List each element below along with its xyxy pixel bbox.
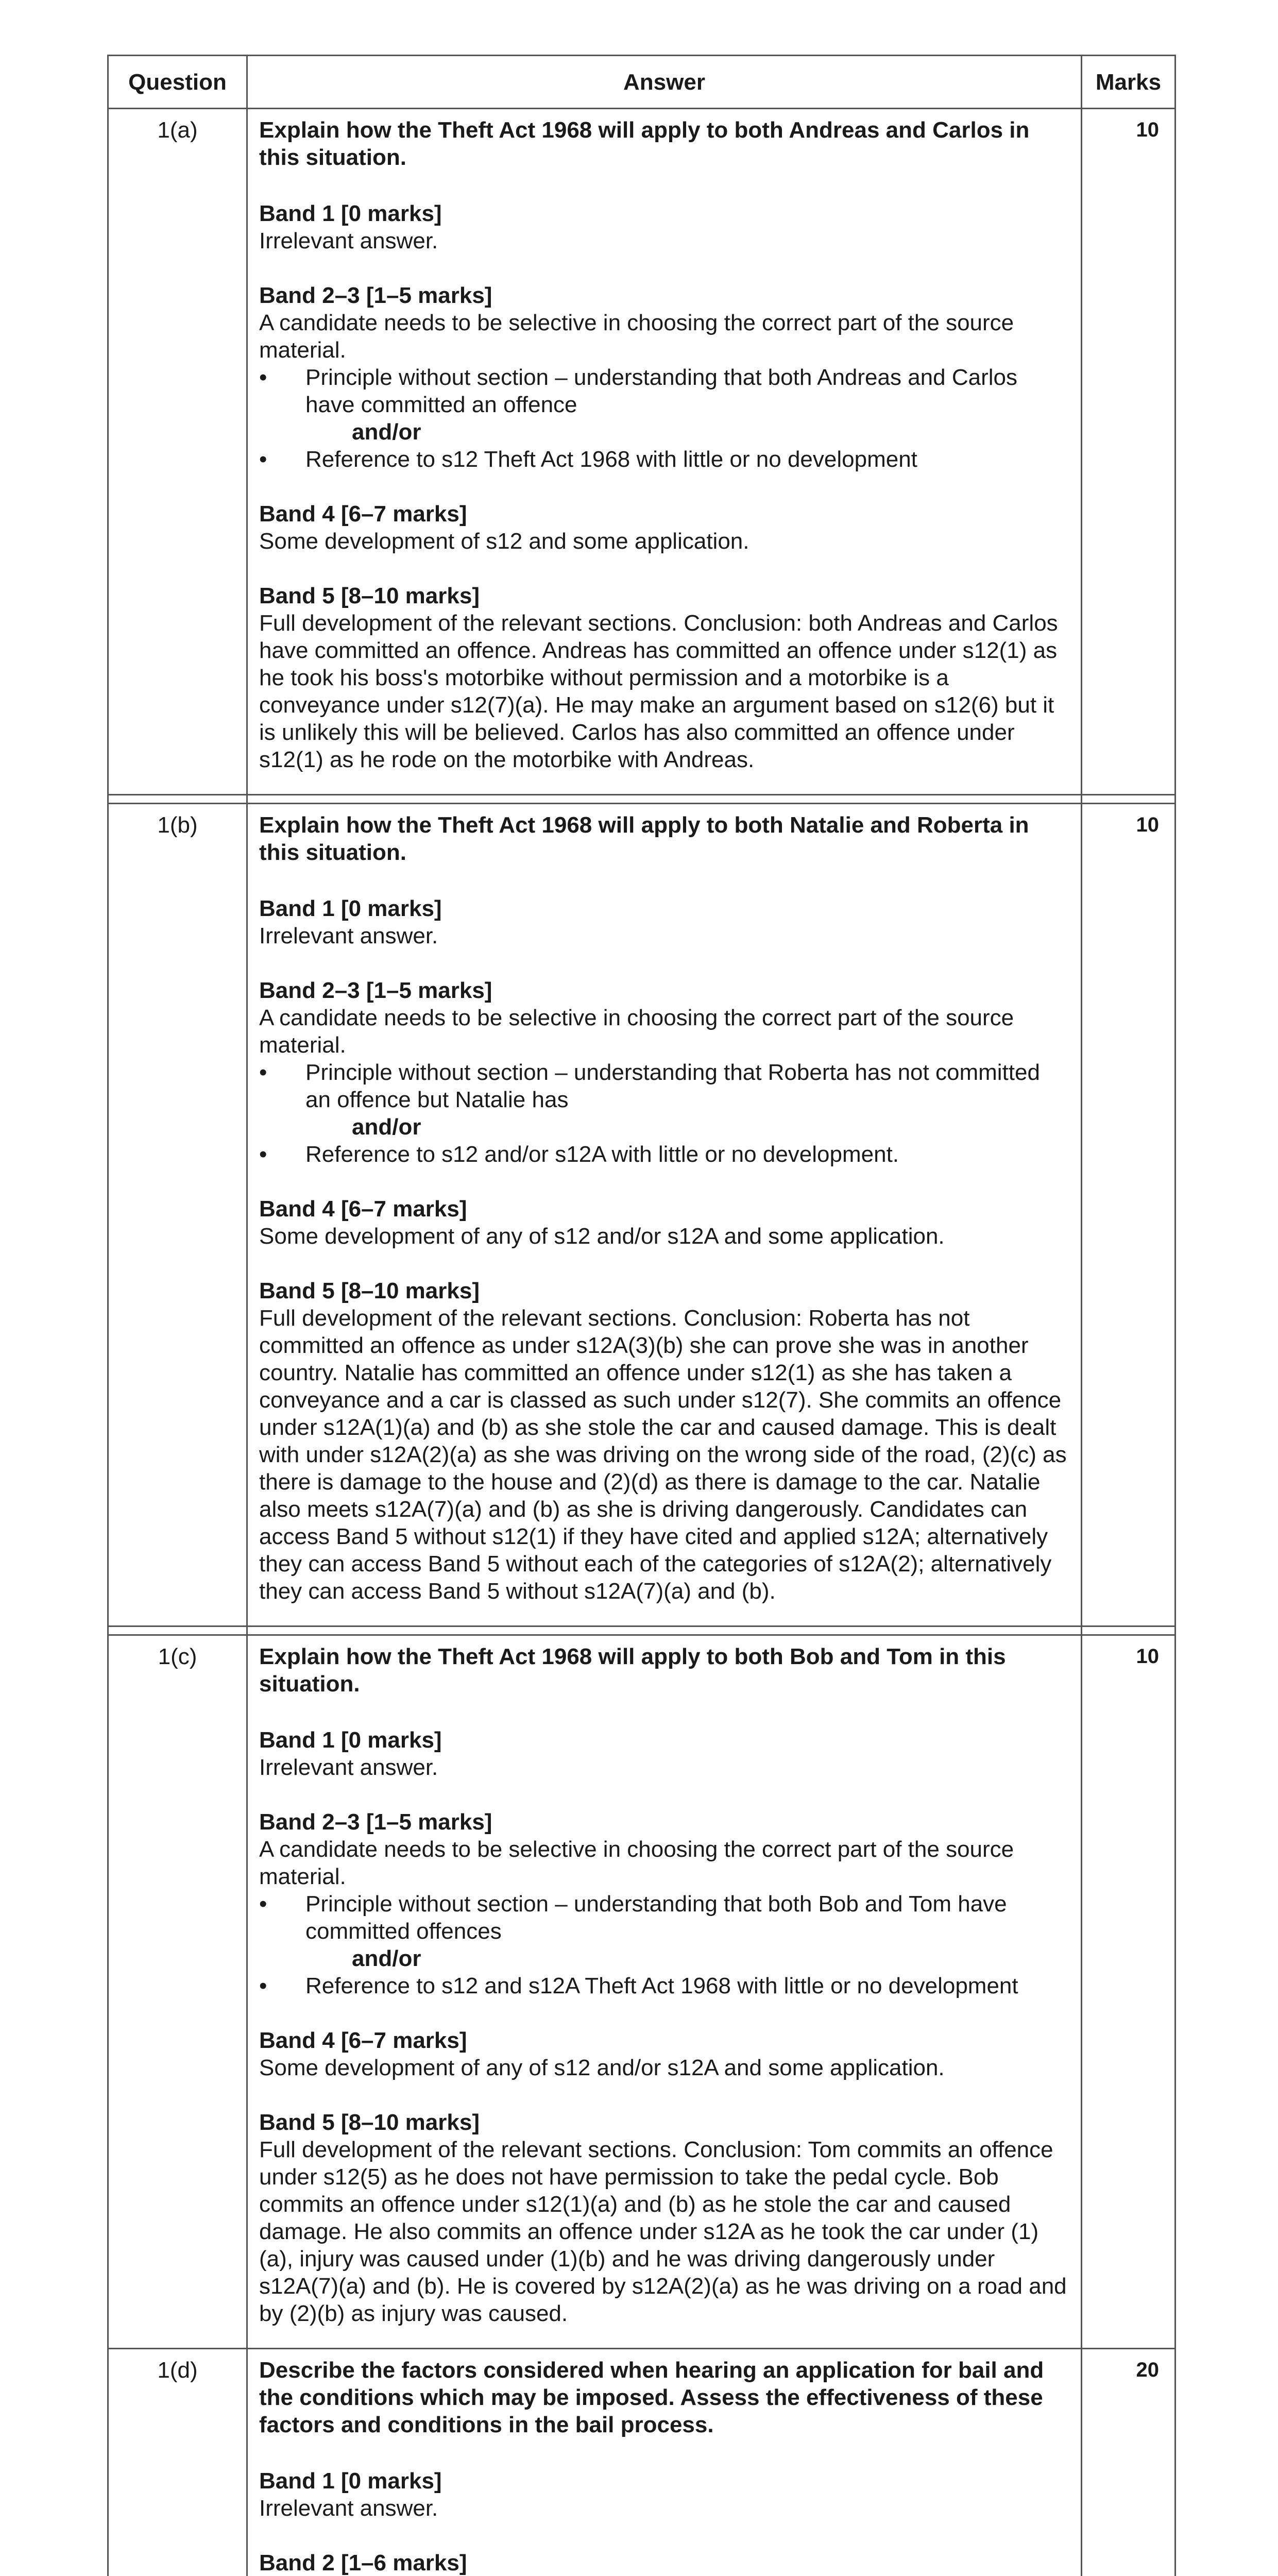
band-4 xyxy=(259,500,1069,555)
bullet-icon: • xyxy=(259,1891,267,1917)
question-text: Describe the factors considered when hearing an application for bail and the conditions which may be imposed. Assess the effectiveness of these factors and conditions in the bail process. xyxy=(259,2358,1044,2437)
band-text: Irrelevant answer. xyxy=(259,228,438,253)
band-1 xyxy=(259,895,1069,950)
band-text: Some development of any of s12 and/or s12A and some application. xyxy=(259,1224,945,1249)
band-heading: Band 5 [8–10 marks] xyxy=(259,583,480,608)
bullet-icon: • xyxy=(259,447,267,472)
band-heading: Band 1 [0 marks] xyxy=(259,896,442,921)
band-heading: Band 1 [0 marks] xyxy=(259,201,442,226)
question-text: Explain how the Theft Act 1968 will apply to both Natalie and Roberta in this situation. xyxy=(259,812,1029,865)
mark-scheme-table xyxy=(107,55,1176,2576)
band-5 xyxy=(259,2109,1069,2327)
header-question: Question xyxy=(108,56,247,109)
list-item: • Principle without section – understanding that both Bob and Tom have committed offences and/or xyxy=(259,1890,1069,1972)
band-1 xyxy=(259,1726,1069,1781)
list-item: • Principle without section – understanding that Roberta has not committed an offence but Natalie has and/or xyxy=(259,1059,1069,1141)
and-or-label: and/or xyxy=(352,1114,421,1140)
band-text: Irrelevant answer. xyxy=(259,2496,438,2521)
band-2-3 xyxy=(259,977,1069,1168)
question-number: 1(b) xyxy=(108,804,247,1626)
band-heading: Band 2 [1–6 marks] xyxy=(259,2550,467,2575)
band-4 xyxy=(259,2027,1069,2081)
band-1 xyxy=(259,200,1069,255)
marks-value: 10 xyxy=(1082,804,1175,1626)
question-number: 1(d) xyxy=(108,2349,247,2576)
band-1 xyxy=(259,2467,1069,2522)
band-text: Irrelevant answer. xyxy=(259,1755,438,1780)
header-marks: Marks xyxy=(1082,56,1175,109)
marks-value: 20 xyxy=(1082,2349,1175,2576)
and-or-label: and/or xyxy=(352,419,421,445)
marks-value: 10 xyxy=(1082,109,1175,795)
bullet-list xyxy=(259,1059,1069,1168)
bullet-list xyxy=(259,1890,1069,1999)
answer-cell xyxy=(247,109,1082,795)
band-text: A candidate needs to be selective in choosing the correct part of the source material. xyxy=(259,1837,1014,1889)
and-or-label: and/or xyxy=(352,1946,421,1971)
band-heading: Band 1 [0 marks] xyxy=(259,1727,442,1753)
answer-cell xyxy=(247,2349,1082,2576)
bullet-icon: • xyxy=(259,1973,267,1998)
table-row xyxy=(108,804,1175,1626)
band-2 xyxy=(259,2549,1069,2576)
band-5 xyxy=(259,1277,1069,1605)
list-item: • Reference to s12 Theft Act 1968 with little or no development xyxy=(259,447,917,472)
bullet-list xyxy=(259,364,1069,473)
band-text: A candidate needs to be selective in choosing the correct part of the source material. xyxy=(259,1005,1014,1058)
band-heading: Band 4 [6–7 marks] xyxy=(259,2028,467,2053)
list-item: • Reference to s12 and s12A Theft Act 1968 with little or no development xyxy=(259,1973,1018,1998)
answer-cell xyxy=(247,804,1082,1626)
table-row xyxy=(108,2349,1175,2576)
band-heading: Band 2–3 [1–5 marks] xyxy=(259,1809,492,1835)
list-item: • Principle without section – understanding that both Andreas and Carlos have committed an offence and/or xyxy=(259,364,1069,446)
marks-value: 10 xyxy=(1082,1635,1175,2349)
band-text: Full development of the relevant sections. Conclusion: Roberta has not committed an offence as under s12A(3)(b) she can prove she was in another country. Natalie has committed an offence under s12(1) as she has taken a conveyance and a car is classed as such under s12(7). She commits an offence under s12A(1)(a) and (b) as she stole the car and caused damage. This is dealt with under s12A(2)(a) as she was driving on the wrong side of the road, (2)(c) as there is damage to the house and (2)(d) as there is damage to the car. Natalie also meets s12A(7)(a) and (b) as she is driving dangerously. Candidates can access Band 5 without s12(1) if they have cited and applied s12A; alternatively they can access Band 5 without each of the categories of s12A(2); alternatively they can access Band 5 without s12A(7)(a) and (b). xyxy=(259,1306,1067,1604)
band-4 xyxy=(259,1195,1069,1250)
question-text: Explain how the Theft Act 1968 will apply to both Andreas and Carlos in this situation. xyxy=(259,117,1030,170)
question-text: Explain how the Theft Act 1968 will apply to both Bob and Tom in this situation. xyxy=(259,1644,1006,1697)
band-heading: Band 4 [6–7 marks] xyxy=(259,501,467,527)
band-5 xyxy=(259,582,1069,773)
table-row xyxy=(108,109,1175,795)
list-item: • Reference to s12 and/or s12A with little or no development. xyxy=(259,1142,899,1167)
band-heading: Band 5 [8–10 marks] xyxy=(259,2110,480,2135)
band-heading: Band 1 [0 marks] xyxy=(259,2468,442,2494)
band-heading: Band 2–3 [1–5 marks] xyxy=(259,978,492,1003)
bullet-icon: • xyxy=(259,1060,267,1085)
band-text: Irrelevant answer. xyxy=(259,923,438,948)
header-answer: Answer xyxy=(247,56,1082,109)
band-heading: Band 2–3 [1–5 marks] xyxy=(259,283,492,308)
band-text: A candidate needs to be selective in choosing the correct part of the source material. xyxy=(259,310,1014,363)
row-separator xyxy=(108,1626,1175,1635)
band-2-3 xyxy=(259,282,1069,473)
band-heading: Band 4 [6–7 marks] xyxy=(259,1196,467,1222)
row-separator xyxy=(108,795,1175,804)
question-number: 1(a) xyxy=(108,109,247,795)
table-row xyxy=(108,1635,1175,2349)
band-text: Full development of the relevant sections. Conclusion: Tom commits an offence under s12(5) as he does not have permission to take the pedal cycle. Bob commits an offence under s12(1)(a) and (b) as he stole the car and caused damage. He also commits an offence under s12A as he took the car under (1)(a), injury was caused under (1)(b) and he was driving dangerously under s12A(7)(a) and (b). He is covered by s12A(2)(a) as he was driving on a road and by (2)(b) as injury was caused. xyxy=(259,2137,1067,2326)
band-2-3 xyxy=(259,1808,1069,1999)
band-heading: Band 5 [8–10 marks] xyxy=(259,1278,480,1303)
band-text: Full development of the relevant sections. Conclusion: both Andreas and Carlos have committed an offence. Andreas has committed an offence under s12(1) as he took his boss's motorbike without permission and a motorbike is a conveyance under s12(7)(a). He may make an argument based on s12(6) but it is unlikely this will be believed. Carlos has also committed an offence under s12(1) as he rode on the motorbike with Andreas. xyxy=(259,611,1058,772)
bullet-icon: • xyxy=(259,365,267,390)
band-text: Some development of s12 and some application. xyxy=(259,529,749,554)
question-number: 1(c) xyxy=(108,1635,247,2349)
bullet-icon: • xyxy=(259,1142,267,1167)
header-row xyxy=(108,56,1175,109)
band-text: Some development of any of s12 and/or s12A and some application. xyxy=(259,2055,945,2080)
answer-cell xyxy=(247,1635,1082,2349)
